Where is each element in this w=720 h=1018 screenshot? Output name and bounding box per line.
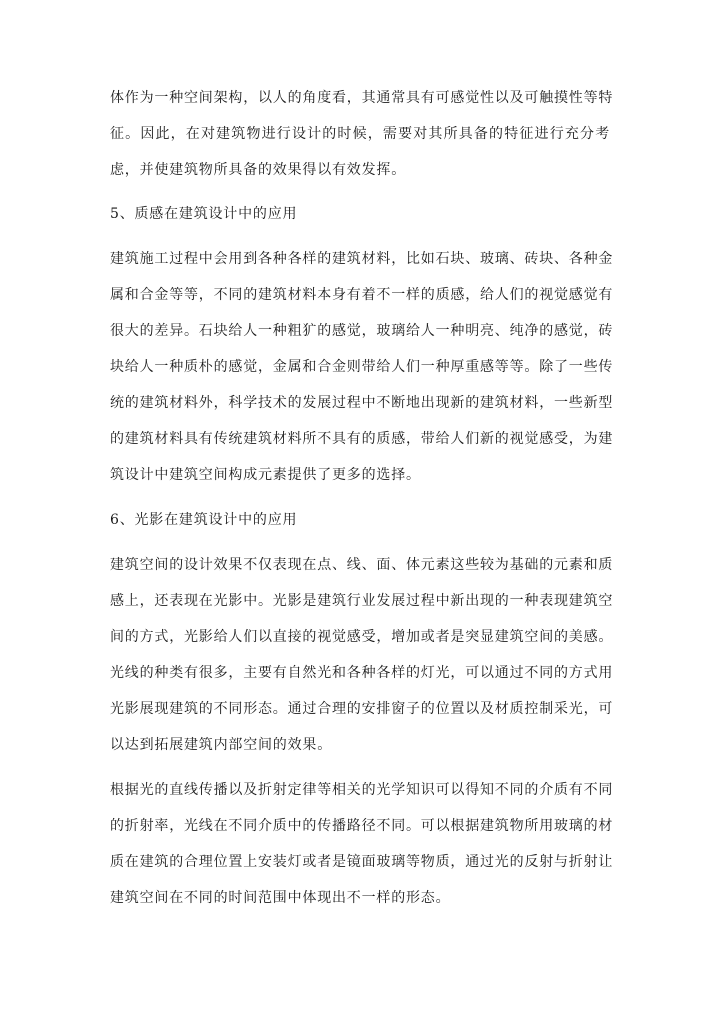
paragraph-2-line-4: 块给人一种质朴的感觉，金属和合金则带给人们一种厚重感等等。除了一些传	[110, 359, 614, 375]
paragraph-4-line-2: 的折射率，光线在不同介质中的传播路径不同。可以根据建筑物所用玻璃的材	[110, 818, 614, 834]
paragraph-1-line-1: 体作为一种空间架构，以人的角度看，其通常具有可感觉性以及可触摸性等特	[110, 90, 614, 106]
paragraph-3-line-1: 建筑空间的设计效果不仅表现在点、线、面、体元素这些较为基础的元素和质	[110, 557, 614, 573]
paragraph-1-line-2: 征。因此，在对建筑物进行设计的时候，需要对其所具备的特征进行充分考	[110, 126, 610, 142]
paragraph-2-line-2: 属和合金等等，不同的建筑材料本身有着不一样的质感，给人们的视觉感觉有	[110, 287, 614, 303]
paragraph-4-line-4: 建筑空间在不同的时间范围中体现出不一样的形态。	[110, 890, 451, 906]
paragraph-3-line-2: 感上，还表现在光影中。光影是建筑行业发展过程中新出现的一种表现建筑空	[110, 593, 614, 609]
paragraph-1-line-3: 虑，并使建筑物所具备的效果得以有效发挥。	[110, 162, 406, 178]
paragraph-2-line-6: 的建筑材料具有传统建筑材料所不具有的质感，带给人们新的视觉感受，为建	[110, 431, 614, 447]
paragraph-2-line-3: 很大的差异。石块给人一种粗犷的感觉，玻璃给人一种明亮、纯净的感觉，砖	[110, 323, 614, 339]
paragraph-3-line-6: 以达到拓展建筑内部空间的效果。	[110, 737, 332, 753]
paragraph-2-line-1: 建筑施工过程中会用到各种各样的建筑材料，比如石块、玻璃、砖块、各种金	[110, 251, 614, 267]
paragraph-2-line-5: 统的建筑材料外，科学技术的发展过程中不断地出现新的建筑材料，一些新型	[110, 395, 614, 411]
paragraph-4-line-1: 根据光的直线传播以及折射定律等相关的光学知识可以得知不同的介质有不同	[110, 782, 614, 798]
section-heading-5: 5、质感在建筑设计中的应用	[110, 206, 298, 222]
paragraph-3-line-3: 间的方式，光影给人们以直接的视觉感受，增加或者是突显建筑空间的美感。	[110, 629, 614, 645]
section-heading-6: 6、光影在建筑设计中的应用	[110, 512, 298, 528]
paragraph-4-line-3: 质在建筑的合理位置上安装灯或者是镜面玻璃等物质，通过光的反射与折射让	[110, 854, 614, 870]
paragraph-3-line-5: 光影展现建筑的不同形态。通过合理的安排窗子的位置以及材质控制采光，可	[110, 701, 614, 717]
paragraph-3-line-4: 光线的种类有很多，主要有自然光和各种各样的灯光，可以通过不同的方式用	[110, 665, 614, 681]
paragraph-2-line-7: 筑设计中建筑空间构成元素提供了更多的选择。	[110, 467, 421, 483]
